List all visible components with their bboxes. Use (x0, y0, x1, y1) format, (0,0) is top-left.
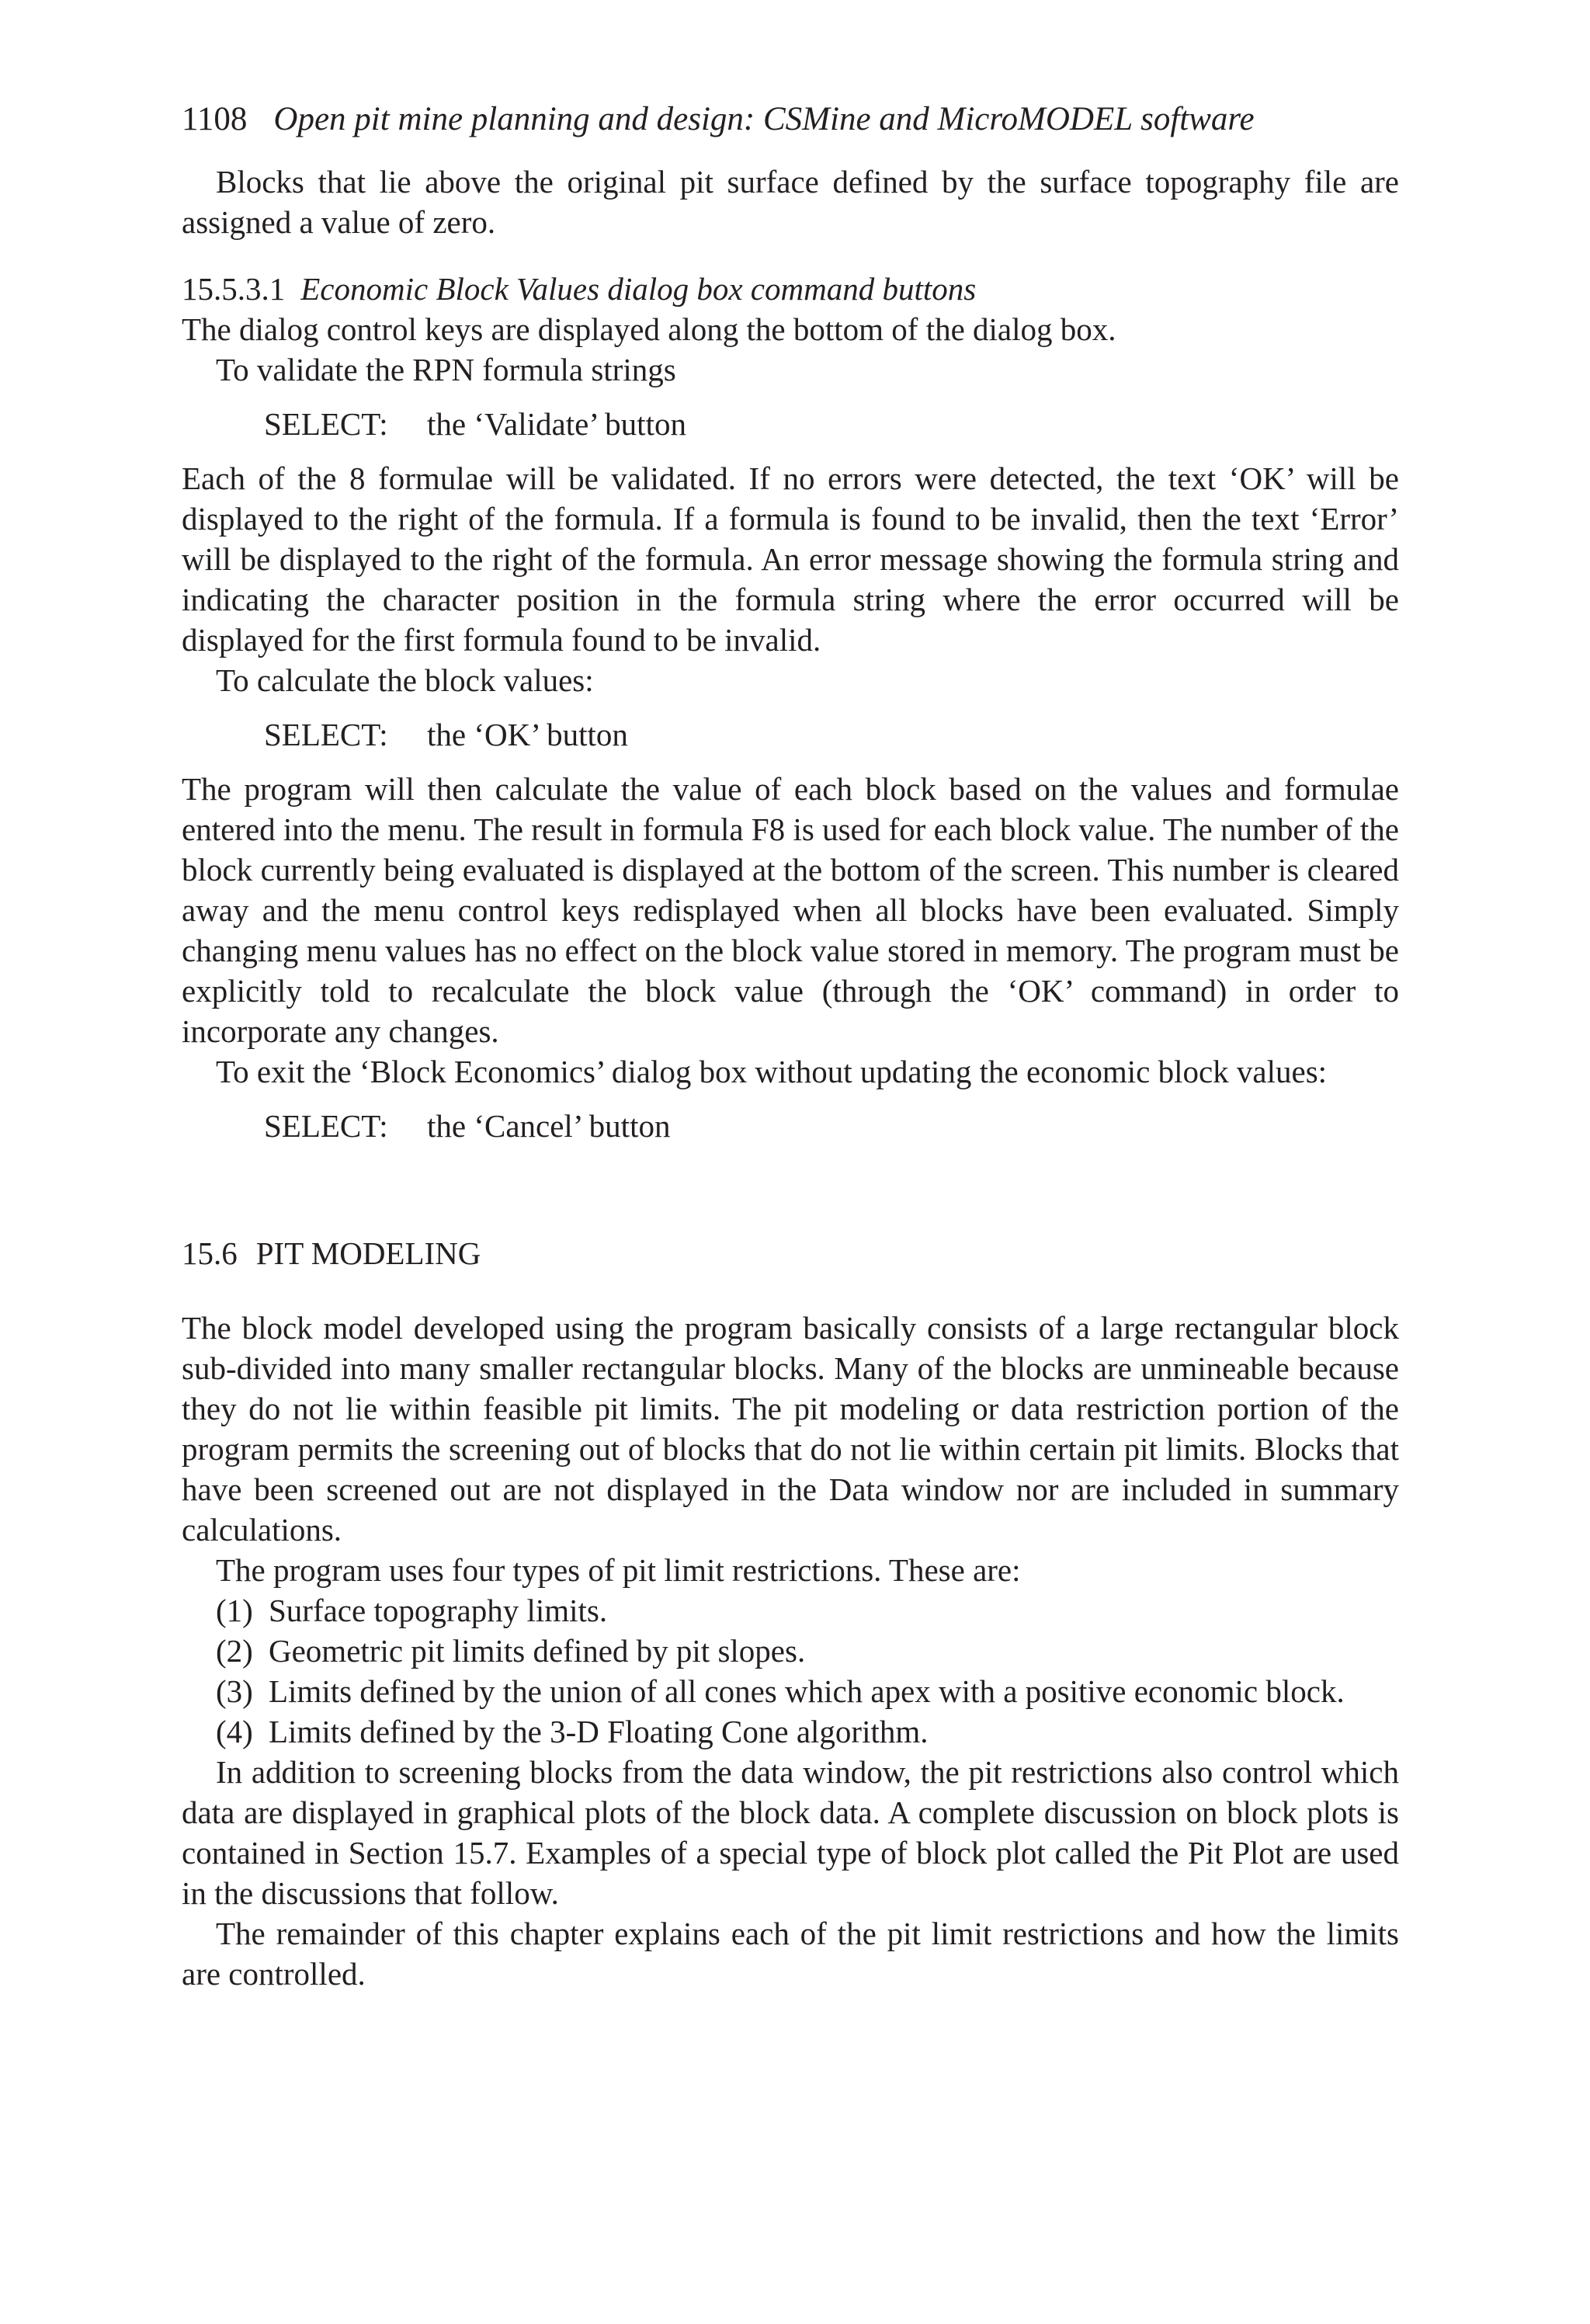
list-marker: (4) (216, 1714, 253, 1749)
validate-intro-paragraph: To validate the RPN formula strings (216, 352, 676, 387)
page-body (182, 99, 1399, 1994)
select-validate-instruction (264, 404, 1399, 444)
page-number: 1108 (182, 101, 248, 137)
types-intro-paragraph: The program uses four types of pit limit restrictions. These are: (216, 1552, 1021, 1588)
subsection-heading (182, 269, 1399, 309)
section-heading (182, 1233, 1399, 1273)
block-model-paragraph: The block model developed using the program basically consists of a large rectangular block sub-divided into many smaller rectangular blocks. Many of the blocks are unmineable because they do not lie within feasible pit limits. The pit modeling or data restriction portion of the program permits the screening out of blocks that do not lie within certain pit limits. Blocks that have been screened out are not displayed in the Data window nor are included in summary calculations. (182, 1310, 1399, 1548)
list-item-text: Geometric pit limits defined by pit slopes. (269, 1633, 806, 1669)
select-ok-instruction (264, 714, 1399, 755)
list-item-text: Limits defined by the 3-D Floating Cone algorithm. (269, 1714, 929, 1749)
section-number: 15.6 (182, 1235, 238, 1271)
subsection-number: 15.5.3.1 (182, 271, 286, 307)
pit-limit-list (182, 1590, 1399, 1752)
subsection-title: Economic Block Values dialog box command buttons (300, 271, 977, 307)
select-text: the ‘Validate’ button (427, 406, 686, 442)
list-item-text: Surface topography limits. (269, 1593, 608, 1628)
list-item (216, 1711, 1399, 1752)
exit-intro-paragraph: To exit the ‘Block Economics’ dialog box without updating the economic block values: (216, 1054, 1328, 1089)
control-keys-paragraph: The dialog control keys are displayed along the bottom of the dialog box. (182, 311, 1116, 347)
list-item-text: Limits defined by the union of all cones which apex with a positive economic block. (269, 1673, 1345, 1709)
list-item (216, 1671, 1399, 1711)
select-cancel-instruction (264, 1106, 1399, 1146)
remainder-paragraph: The remainder of this chapter explains each of the pit limit restrictions and how the limits are controlled. (182, 1916, 1399, 1992)
intro-paragraph: Blocks that lie above the original pit surface defined by the surface topography file are assigned a value of zero. (182, 164, 1399, 240)
select-text: the ‘Cancel’ button (427, 1108, 671, 1144)
select-keyword: SELECT: (264, 1108, 388, 1144)
select-keyword: SELECT: (264, 406, 388, 442)
calculate-intro-paragraph: To calculate the block values: (216, 662, 594, 698)
plots-paragraph: In addition to screening blocks from the data window, the pit restrictions also control which data are displayed in graphical plots of the block data. A complete discussion on block plots is contained in Section 15.7. Examples of a special type of block plot called the Pit Plot are used in the discussions that follow. (182, 1754, 1399, 1911)
list-marker: (3) (216, 1673, 253, 1709)
select-text: the ‘OK’ button (427, 717, 628, 752)
validate-result-paragraph: Each of the 8 formulae will be validated. If no errors were detected, the text ‘OK’ will be displayed to the right of the formula. If a formula is found to be invalid, then the text ‘Error’ will be displayed to the right of the formula. An error message showing the formula string and indicating the character position in the formula string where the error occurred will be displayed for the first formula found to be invalid. (182, 460, 1399, 658)
list-marker: (2) (216, 1633, 253, 1669)
list-item (216, 1631, 1399, 1671)
running-title: Open pit mine planning and design: CSMine and MicroMODEL software (273, 101, 1255, 137)
list-marker: (1) (216, 1593, 253, 1628)
select-keyword: SELECT: (264, 717, 388, 752)
list-item (216, 1590, 1399, 1631)
running-header (182, 99, 1399, 140)
section-title: PIT MODELING (255, 1235, 481, 1271)
calculate-result-paragraph: The program will then calculate the value of each block based on the values and formulae entered into the menu. The result in formula F8 is used for each block value. The number of the block currently being evaluated is displayed at the bottom of the screen. This number is cleared away and the menu control keys redisplayed when all blocks have been evaluated. Simply changing menu values has no effect on the block value stored in memory. The program must be explicitly told to recalculate the block value (through the ‘OK’ command) in order to incorporate any changes. (182, 771, 1399, 1049)
